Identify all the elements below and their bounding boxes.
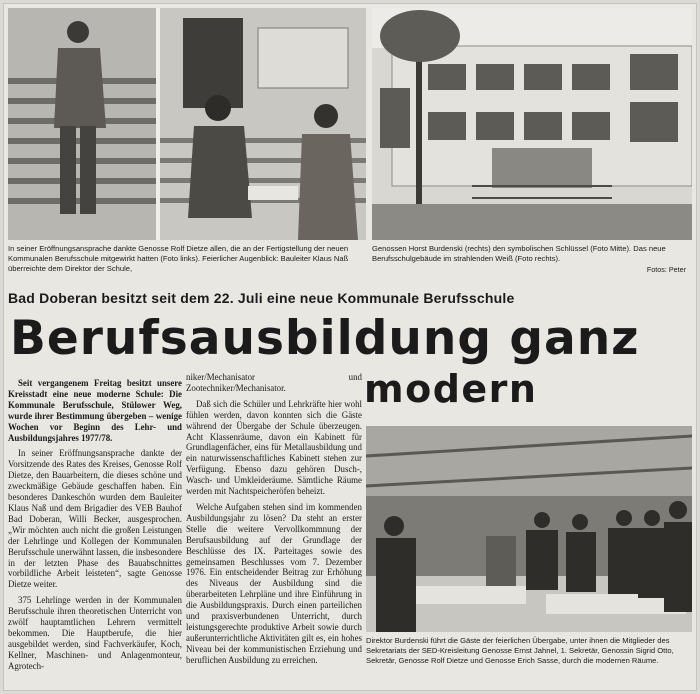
paragraph: niker/Mechanisator und Zootechniker/Mechanisator. — [186, 372, 362, 393]
caption-bottom: Direktor Burdenski führt die Gäste der feierlichen Übergabe, unter ihnen die Mitglieder des Sekretariats der SED-Kreisleitung Genosse Ernst Jahnel, 1. Sekretär, Genossin Sigrid Otto, Sekretär, Genosse Rolf Dietze und Genosse Erich Sasse, durch die modernen Räume. — [366, 636, 674, 665]
headline-line-2: modern — [364, 367, 538, 411]
paragraph: 375 Lehrlinge werden in der Kommunalen Berufsschule ihren theoretischen Unterricht von zwölf hauptamtlichen Lehrern vermittelt bekommen. Die Hauptberufe, die hier ausgebildet werden, sind Fachverkäufer, Koch, Kellner, Maschinen- und Anlagenmonteur, Agrotech- — [8, 595, 182, 671]
headline-line-1: Berufsausbildung ganz — [10, 311, 640, 366]
caption-left: In seiner Eröffnungsansprache dankte Genosse Rolf Dietze allen, die an der Fertigstellung der neuen Kommunalen Berufsschule mitgewirkt hatten (Foto links). Feierlicher Augenblick: Bauleiter Klaus Naß überreichte dem Direktor der Schule, — [8, 244, 349, 273]
article-column-2 — [186, 372, 362, 690]
article-column-1 — [8, 378, 182, 690]
photo-classroom-tour — [366, 426, 692, 632]
caption-right: Genossen Horst Burdenski (rechts) den symbolischen Schlüssel (Foto Mitte). Das neue Berufsschulgebäude im strahlenden Weiß (Foto rechts). — [372, 244, 666, 263]
photo-ceremony-speakers — [8, 8, 366, 240]
newspaper-clipping — [4, 4, 696, 690]
lead-paragraph: Seit vergangenem Freitag besitzt unsere Kreisstadt eine neue moderne Schule: Die Kommunale Berufsschule, Stülower Weg, wurde ihrer Bestimmung übergeben – wenige Wochen vor Beginn des Lehr- und Ausbildungsjahres 1977/78. — [8, 378, 182, 443]
paragraph: Welche Aufgaben stehen sind im kommenden Ausbildungsjahr zu lösen? Da steht an erster Stelle die weitere Vervollkommnung der Berufsausbildung auf der Grundlage der Beschlüsse des IX. Parteitages sowie des gemeinsamen Beschlusses vom 7. Dezember 1976. Ein entscheidender Beitrag zur Erhöhung des Niveaus der Ausbildung sind die überarbeiteten Lehrpläne und ihre Einführung in die Ausbildungspraxis. Durch einen parteilichen und praxisverbundenen Unterricht, durch leistungsgerechte produktive Arbeit sowie durch außerunterrichtliche Aktivitäten gilt es, ein hohes Niveau bei der kommunistischen Erziehung und beruflichen Ausbildung zu erreichen. — [186, 501, 362, 665]
photo-credit: Fotos: Peter — [646, 265, 686, 274]
kicker: Bad Doberan besitzt seit dem 22. Juli eine neue Kommunale Berufsschule — [8, 290, 515, 306]
photo-school-building — [372, 8, 692, 240]
paragraph: In seiner Eröffnungsansprache dankte der Vorsitzende des Rates des Kreises, Genosse Rolf Dietze, den Bauarbeitern, die dieses schöne und zweckmäßige Gebäude geschaffen haben. Ein besonderes Dankeschön wurden dem Bauleiter Klaus Naß und dem Brigadier des VEB Bauhof Bad Doberan, Willi Becker, ausgesprochen. „Wir möchten auch nicht die großen Leistungen der Lehrlinge und Kollegen der Kommunalen Berufsschule unerwähnt lassen, die insbesondere in der letzten Phase des Bauabschnittes vorbildliche Arbeit leisteten“, sagte Genosse Dietze weiter. — [8, 448, 182, 590]
paragraph: Daß sich die Schüler und Lehrkräfte hier wohl fühlen werden, davon konnten sich die Gäste während der Übergabe der Schule überzeugen. Acht Klassenräume, davon ein Kabinett für Grundlagenfächer, eins für Metallausbildung und ein naturwissenschaftliches Kabinett stehen zur Verfügung. Ebenso dazu gehören Dusch-, Wasch- und Umkleideräume. Sämtliche Räume werden mit Nachtspeicheröfen beheizt. — [186, 398, 362, 497]
